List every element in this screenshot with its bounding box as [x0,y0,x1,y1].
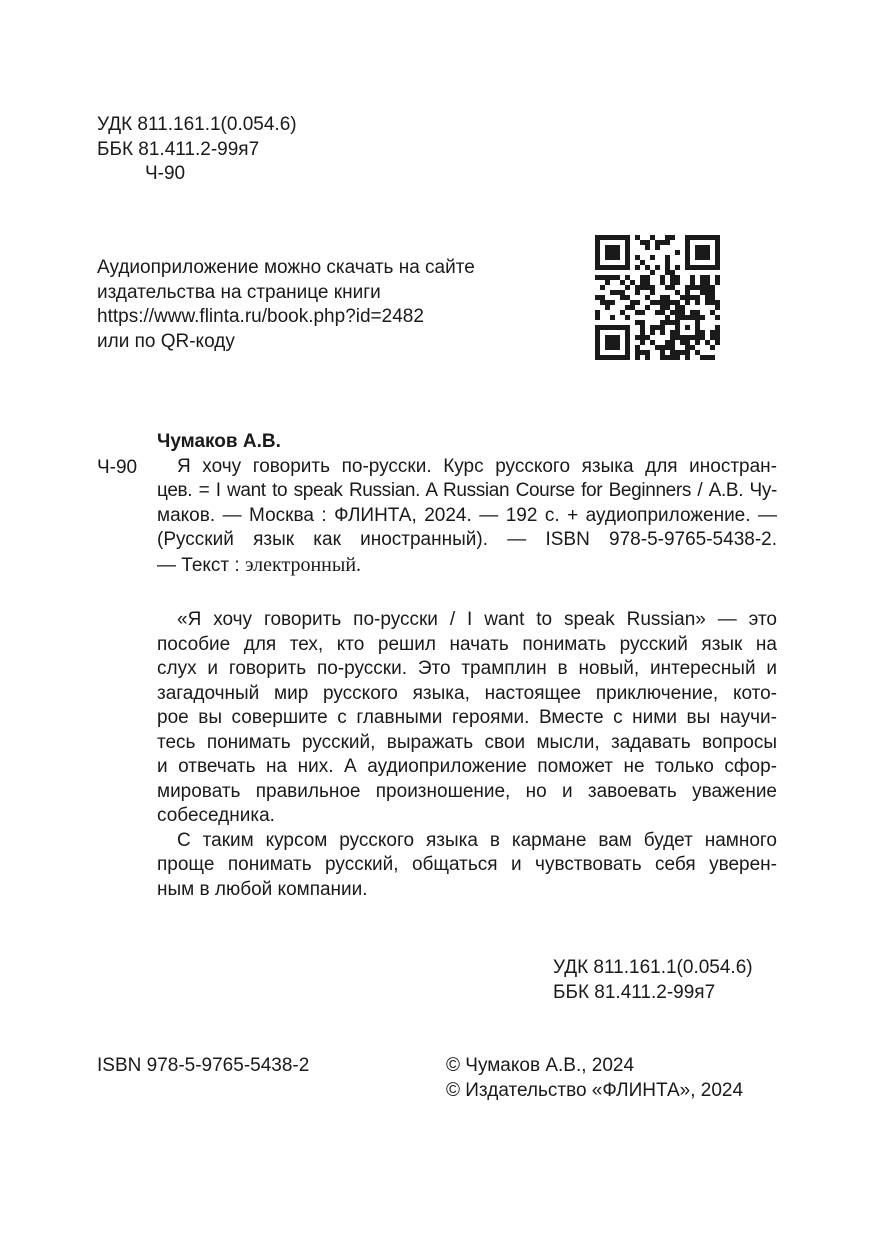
annotation-line: проще понимать русский, общаться и чувствовать себя уверен- [157,854,777,875]
audio-note-url[interactable]: https://www.flinta.ru/book.php?id=2482 [97,306,424,327]
author-mark: Ч-90 [145,163,186,184]
entry-last-line [157,553,777,579]
book-annotation [157,608,777,902]
entry-line: (Русский язык как иностранный). — ISBN 978-5-9765-5438-2. [157,529,777,550]
entry-author: Чумаков А.В. [157,431,281,452]
copyright-publisher: © Издательство «ФЛИНТА», 2024 [446,1079,744,1101]
annotation-line: тесь понимать русский, выражать свои мысли, задавать вопросы [157,731,777,753]
annotation-line: «Я хочу говорить по-русски / I want to speak Russian» — это [177,609,777,630]
udk-code: УДК 811.161.1(0.054.6) [553,957,753,978]
annotation-line: и отвечать на них. А аудиоприложение поможет не только сфор- [157,756,777,777]
entry-line: Я хочу говорить по-русски. Курс русского языка для иностран- [177,455,777,477]
annotation-line: С таким курсом русского языка в кармане вам будет намного [177,829,777,851]
audio-note-line: Аудиоприложение можно скачать на сайте [97,257,475,278]
copyright-author: © Чумаков А.В., 2024 [446,1055,635,1076]
audio-note-line: издательства на странице книги [97,281,381,303]
qr-code-icon[interactable] [595,235,720,360]
entry-line: цев. = I want to speak Russian. A Russian Course for Beginners / А.В. Чу- [157,480,777,501]
annotation-line: ным в любой компании. [157,878,368,900]
annotation-line: мировать правильное произношение, но и завоевать уважение [157,780,777,802]
annotation-line: собеседника. [157,805,275,826]
annotation-line: пособие для тех, кто решил начать понимать русский язык на [157,633,777,655]
entry-format: электронный. [244,553,362,576]
bottom-classification-codes [553,956,753,1005]
bbk-code: ББК 81.411.2-99я7 [553,981,716,1003]
entry-line: маков. — Москва : ФЛИНТА, 2024. — 192 с. + аудиоприложение. — [157,504,777,526]
annotation-line: загадочный мир русского языка, настоящее приключение, кото- [157,682,777,704]
bibliographic-entry [157,430,777,578]
annotation-line: рое вы совершите с главными героями. Вместе с ними вы научи- [157,707,777,728]
bbk-code: ББК 81.411.2-99я7 [97,138,260,160]
audio-download-note [97,256,557,354]
udk-code: УДК 811.161.1(0.054.6) [97,114,297,135]
isbn-number: ISBN 978-5-9765-5438-2 [97,1055,310,1076]
top-classification-codes [97,113,297,187]
copyright-block [446,1054,743,1103]
catalog-index-code: Ч-90 [97,457,138,478]
entry-text-prefix: — Текст : [157,554,245,576]
annotation-line: слух и говорить по-русски. Это трамплин в новый, интересный и [157,658,777,679]
audio-note-line: или по QR-коду [97,330,235,352]
qr-code-graphic [595,235,720,360]
